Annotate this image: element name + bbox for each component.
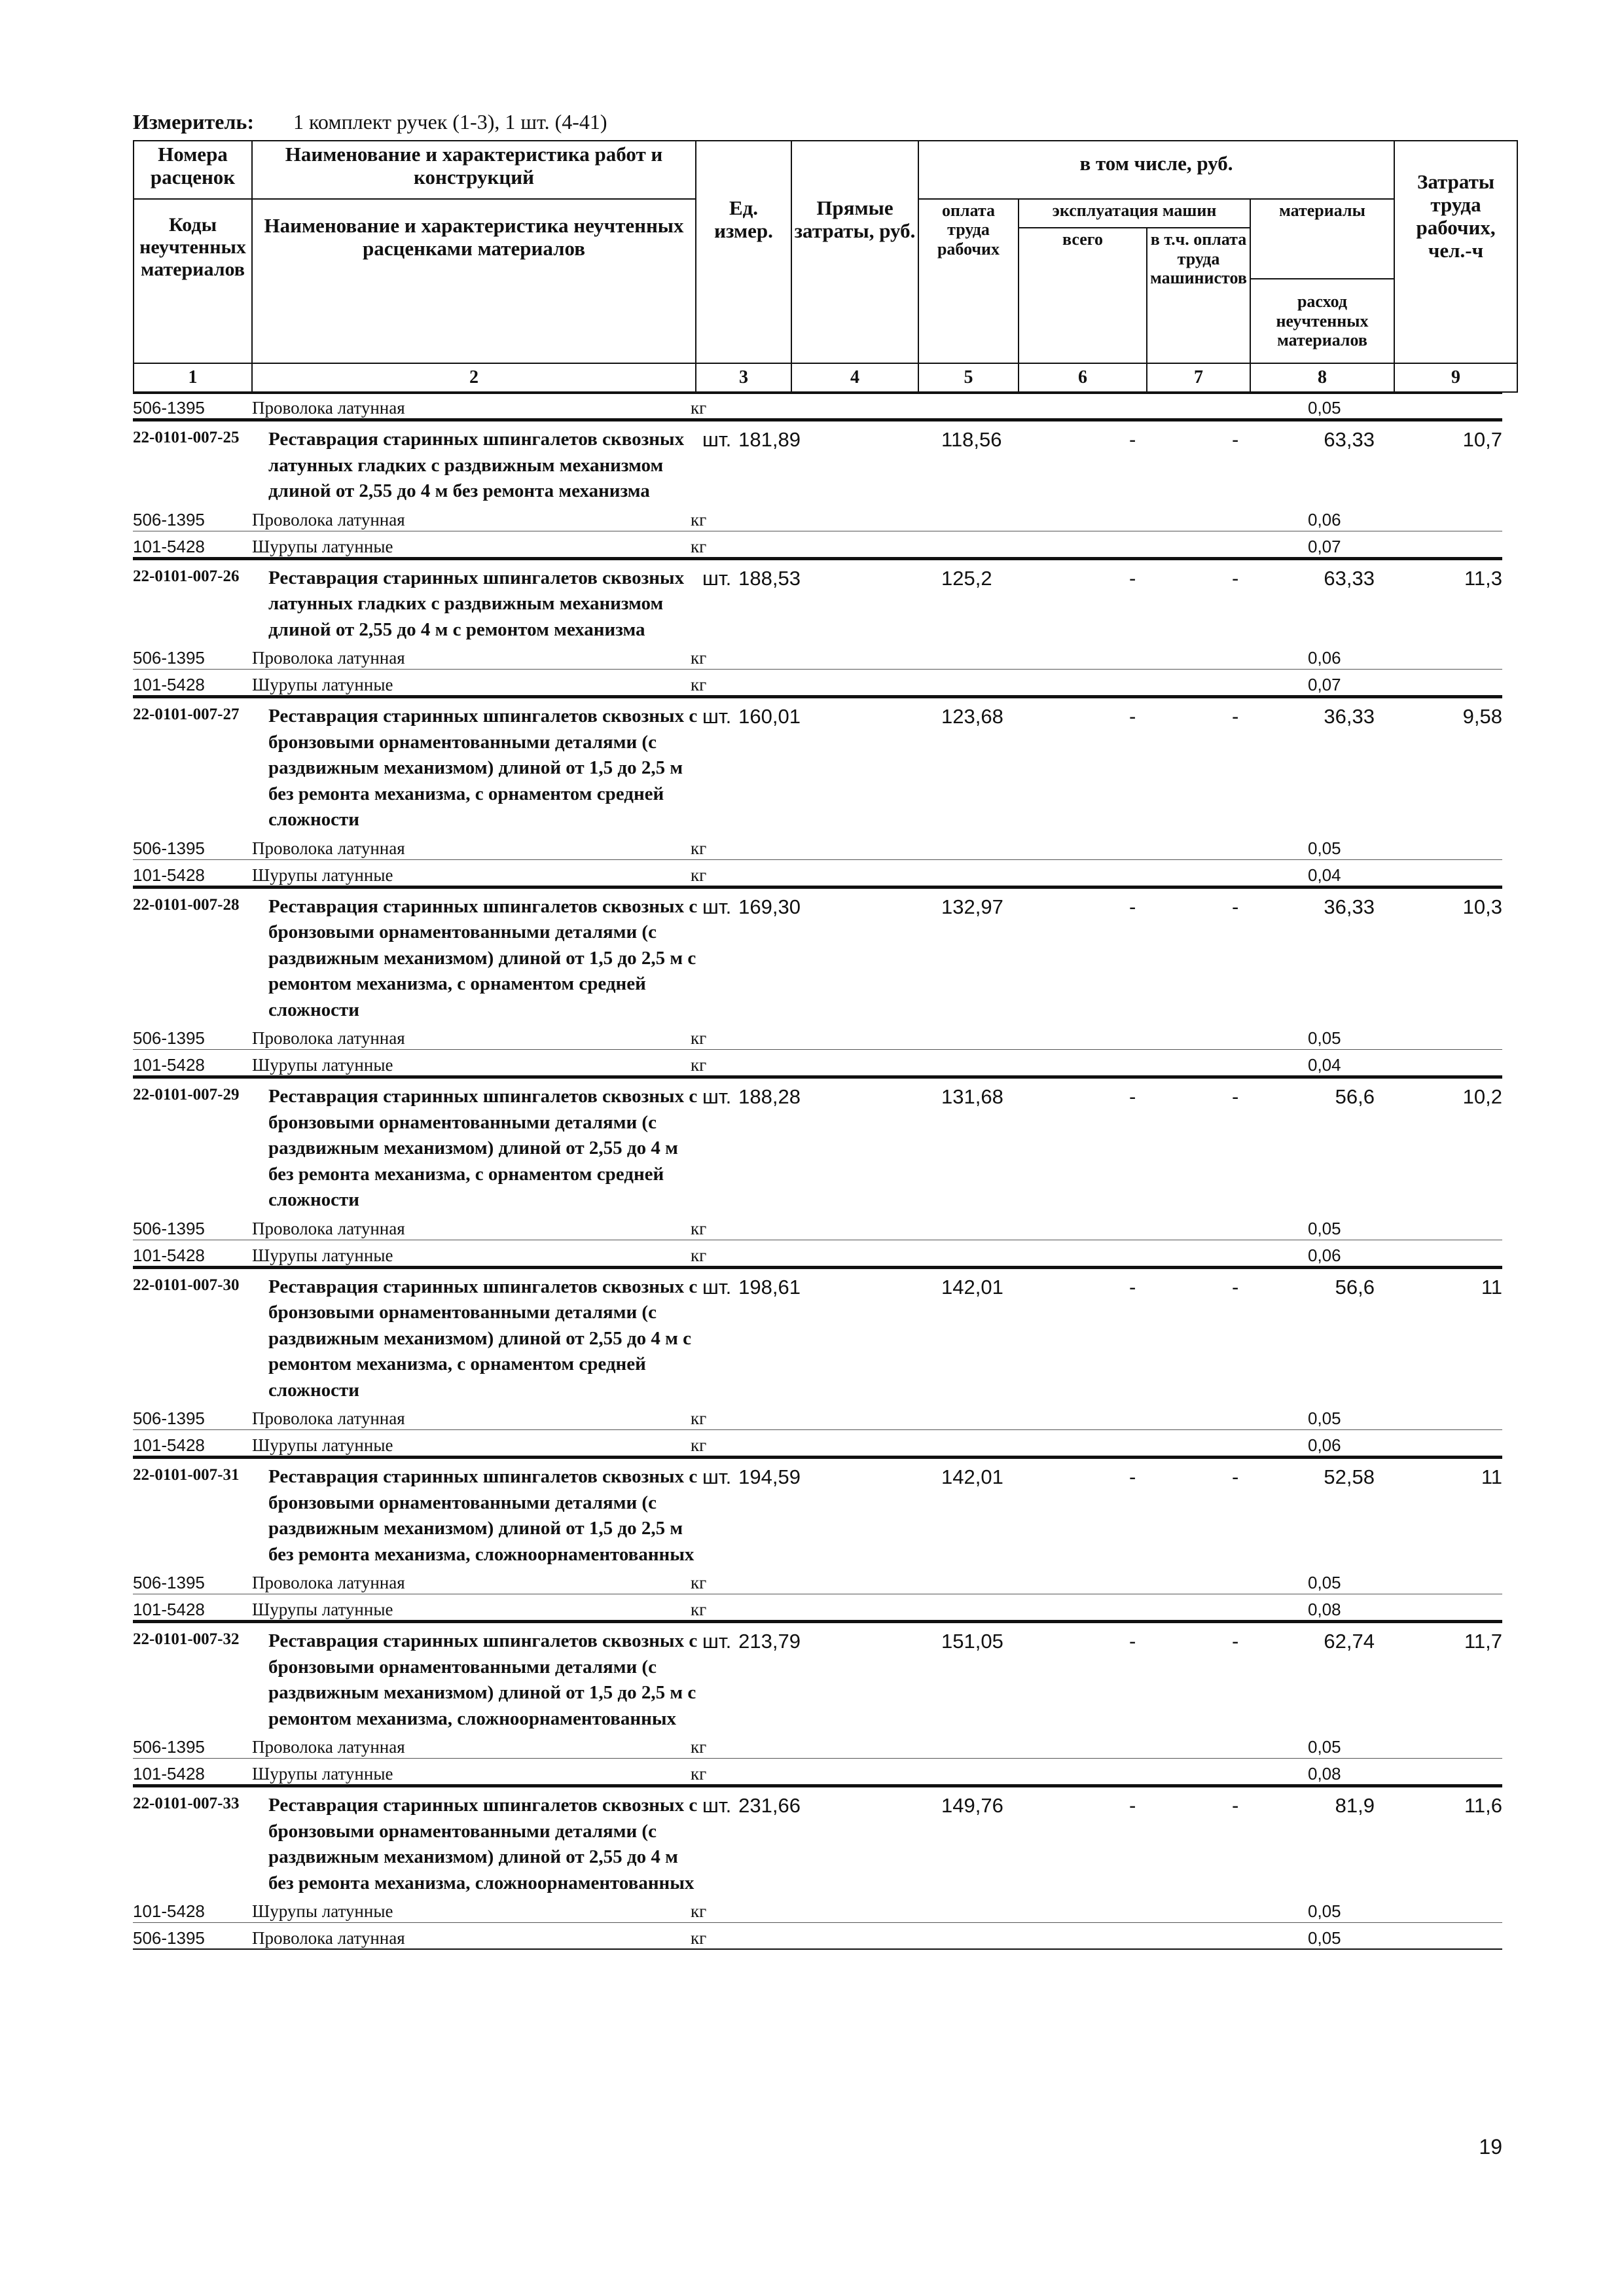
machine-total-value: - [1129,895,1136,918]
material-row [133,1050,1502,1077]
page-number: 19 [1479,2135,1502,2159]
materials-value: 52,58 [1324,1465,1375,1488]
material-row [133,670,1502,696]
col-number: 9 [1394,363,1517,392]
row-rule [133,1948,1502,1950]
material-row [133,860,1502,887]
material-unit: кг [691,1928,707,1948]
labor-pay-value: 149,76 [941,1794,1003,1817]
material-name: Проволока латунная [252,1928,405,1948]
labor-costs-value: 9,58 [1462,705,1502,728]
header-machine-total: всего [1019,228,1147,363]
work-description: Реставрация старинных шпингалетов сквозных латунных гладких с раздвижным механизмом длиной от 2,55 до 4 м с ремонтом механизма [268,567,685,640]
material-unit: кг [691,536,707,556]
material-code: 506-1395 [133,838,205,858]
material-unit: кг [691,1055,707,1075]
material-name: Проволока латунная [252,509,405,529]
labor-pay-value: 131,68 [941,1085,1003,1108]
material-name: Шурупы латунные [252,536,393,556]
labor-costs-value: 11 [1481,1275,1502,1299]
material-row [133,1213,1502,1240]
labor-pay-value: 118,56 [941,428,1002,451]
header-material-codes: Коды неучтенных материалов [134,199,252,363]
material-name: Шурупы латунные [252,1764,393,1784]
machine-total-value: - [1129,705,1136,728]
material-row [133,1923,1502,1950]
col-number: 3 [696,363,791,392]
rate-code: 22-0101-007-28 [133,895,240,914]
material-name: Шурупы латунные [252,1435,393,1455]
material-code: 506-1395 [133,509,205,529]
work-entry [133,1077,1502,1213]
material-row [133,505,1502,531]
direct-costs-value: 169,30 [738,895,801,918]
machine-total-value: - [1129,1465,1136,1488]
material-qty: 0,05 [1308,1737,1341,1757]
machine-labor-value: - [1232,705,1239,728]
material-unit: кг [691,1245,707,1265]
rate-code: 22-0101-007-31 [133,1466,240,1484]
material-qty: 0,06 [1308,648,1341,668]
material-row [133,1568,1502,1594]
header-unit: Ед. измер. [696,141,791,363]
material-name: Проволока латунная [252,1218,405,1238]
work-description: Реставрация старинных шпингалетов сквозных с бронзовыми орнаментованными деталями (с раздвижным механизмом) длиной от 1,5 до 2,5 м без ремонта механизма, с орнаментом средней сложности [268,706,698,830]
material-unit: кг [691,1764,707,1784]
machine-labor-value: - [1232,566,1239,590]
work-entry [133,1457,1502,1568]
material-qty: 0,05 [1308,1573,1341,1592]
direct-costs-value: 188,53 [738,566,801,590]
material-row [133,1403,1502,1430]
machine-total-value: - [1129,1794,1136,1817]
material-name: Проволока латунная [252,398,405,418]
materials-value: 56,6 [1335,1275,1375,1299]
labor-pay-value: 142,01 [941,1465,1003,1488]
unit-value: шт. [702,428,732,451]
material-row [133,531,1502,558]
header-machine-labor: в т.ч. оплата труда машинистов [1147,228,1250,363]
meter-label: Измеритель: [133,110,254,134]
work-description: Реставрация старинных шпингалетов сквозных с бронзовыми орнаментованными деталями (с раздвижным механизмом) длиной от 2,55 до 4 м без ремонта механизма, сложноорнаментованных [268,1795,698,1893]
materials-value: 36,33 [1324,705,1375,728]
machine-labor-value: - [1232,1085,1239,1108]
machine-labor-value: - [1232,428,1239,451]
material-code: 101-5428 [133,1901,205,1921]
materials-value: 56,6 [1335,1085,1375,1108]
direct-costs-value: 181,89 [738,428,801,451]
work-description: Реставрация старинных шпингалетов сквозных с бронзовыми орнаментованными деталями (с раздвижным механизмом) длиной от 1,5 до 2,5 м с ремонтом механизма, сложноорнаментованных [268,1630,698,1729]
material-name: Проволока латунная [252,1573,405,1592]
header-labor-costs: Затраты труда рабочих, чел.-ч [1394,141,1517,363]
material-name: Шурупы латунные [252,675,393,694]
material-row [133,1240,1502,1267]
header-unaccounted-usage: расход неучтенных материалов [1250,279,1394,363]
material-qty: 0,05 [1308,838,1341,858]
col-number: 2 [252,363,696,392]
material-unit: кг [691,509,707,529]
machine-labor-value: - [1232,1275,1239,1299]
col-number: 1 [134,363,252,392]
labor-pay-value: 142,01 [941,1275,1003,1299]
rate-code: 22-0101-007-27 [133,706,240,723]
machine-labor-value: - [1232,1465,1239,1488]
direct-costs-value: 231,66 [738,1794,801,1817]
material-unit: кг [691,1408,707,1428]
material-qty: 0,05 [1308,1901,1341,1921]
material-row [133,1896,1502,1923]
col-number: 6 [1019,363,1147,392]
material-unit: кг [691,1573,707,1592]
material-row [133,1430,1502,1457]
labor-costs-value: 11,3 [1464,566,1502,590]
work-entry [133,696,1502,833]
labor-costs-value: 11,7 [1464,1630,1502,1653]
materials-value: 63,33 [1324,428,1375,451]
material-row [133,1732,1502,1759]
work-description: Реставрация старинных шпингалетов сквозных с бронзовыми орнаментованными деталями (с раздвижным механизмом) длиной от 2,55 до 4 м с ремонтом механизма, с орнаментом средней сложности [268,1276,698,1401]
unit-value: шт. [702,1630,732,1653]
col-number: 8 [1250,363,1394,392]
labor-pay-value: 125,2 [941,566,992,590]
meter-value: 1 комплект ручек (1-3), 1 шт. (4-41) [293,110,607,134]
header-labor-pay: оплата труда рабочих [918,199,1019,363]
material-unit: кг [691,1218,707,1238]
material-qty: 0,05 [1308,398,1341,418]
header-materials-spacer [1250,228,1394,279]
material-unit: кг [691,838,707,858]
material-qty: 0,08 [1308,1764,1341,1784]
entries-list [133,420,1502,1950]
material-row [133,833,1502,860]
material-qty: 0,06 [1308,509,1341,529]
header-materials: материалы [1250,199,1394,228]
direct-costs-value: 213,79 [738,1630,801,1653]
unit-value: шт. [702,1275,732,1299]
material-row [133,1023,1502,1050]
machine-labor-value: - [1232,895,1239,918]
rate-code: 22-0101-007-30 [133,1276,240,1294]
table-body [133,393,1502,1950]
material-code: 506-1395 [133,1218,205,1238]
material-qty: 0,08 [1308,1600,1341,1619]
material-unit: кг [691,398,707,418]
material-code: 101-5428 [133,865,205,885]
machine-total-value: - [1129,1275,1136,1299]
material-name: Шурупы латунные [252,1600,393,1619]
header-material-names: Наименование и характеристика неучтенных расценками материалов [252,199,696,363]
material-qty: 0,05 [1308,1928,1341,1948]
material-code: 506-1395 [133,398,205,418]
material-qty: 0,04 [1308,865,1341,885]
labor-pay-value: 132,97 [941,895,1003,918]
material-qty: 0,04 [1308,1055,1341,1075]
material-code: 101-5428 [133,1435,205,1455]
materials-value: 36,33 [1324,895,1375,918]
machine-total-value: - [1129,1085,1136,1108]
material-row [133,643,1502,670]
labor-costs-value: 10,2 [1462,1085,1502,1108]
labor-pay-value: 123,68 [941,705,1003,728]
col-number: 7 [1147,363,1250,392]
material-code: 506-1395 [133,1408,205,1428]
unit-value: шт. [702,566,732,590]
material-name: Шурупы латунные [252,1901,393,1921]
material-unit: кг [691,1600,707,1619]
material-unit: кг [691,648,707,668]
material-name: Шурупы латунные [252,865,393,885]
material-qty: 0,05 [1308,1408,1341,1428]
rate-code: 22-0101-007-25 [133,429,240,446]
work-description: Реставрация старинных шпингалетов сквозных с бронзовыми орнаментованными деталями (с раздвижным механизмом) длиной от 1,5 до 2,5 м с ремонтом механизма, с орнаментом средней сложности [268,895,698,1020]
machine-labor-value: - [1232,1630,1239,1653]
header-direct-costs: Прямые затраты, руб. [791,141,918,363]
header-rate-number: Номера расценок [134,141,252,199]
direct-costs-value: 188,28 [738,1085,801,1108]
material-code: 506-1395 [133,1928,205,1948]
material-unit: кг [691,675,707,694]
material-code: 506-1395 [133,1028,205,1048]
material-qty: 0,05 [1308,1028,1341,1048]
material-code: 506-1395 [133,1573,205,1592]
machine-total-value: - [1129,1630,1136,1653]
work-entry [133,1267,1502,1404]
material-name: Проволока латунная [252,1028,405,1048]
unit-value: шт. [702,1794,732,1817]
material-qty: 0,05 [1308,1218,1341,1238]
rate-code: 22-0101-007-33 [133,1795,240,1812]
material-row [133,1759,1502,1785]
labor-costs-value: 10,3 [1462,895,1502,918]
direct-costs-value: 194,59 [738,1465,801,1488]
unit-value: шт. [702,1465,732,1488]
header-work-name: Наименование и характеристика работ и конструкций [252,141,696,199]
unit-value: шт. [702,895,732,918]
material-qty: 0,06 [1308,1245,1341,1265]
materials-value: 63,33 [1324,566,1375,590]
material-code: 101-5428 [133,1600,205,1619]
material-code: 101-5428 [133,1764,205,1784]
col-number: 5 [918,363,1019,392]
material-row [133,1594,1502,1621]
rate-code: 22-0101-007-29 [133,1086,240,1103]
work-description: Реставрация старинных шпингалетов сквозных с бронзовыми орнаментованными деталями (с раздвижным механизмом) длиной от 2,55 до 4 м без ремонта механизма, с орнаментом средней сложности [268,1086,698,1210]
unit-value: шт. [702,1085,732,1108]
work-entry [133,420,1502,505]
material-code: 101-5428 [133,1245,205,1265]
material-unit: кг [691,1901,707,1921]
work-entry [133,887,1502,1024]
work-description: Реставрация старинных шпингалетов сквозных с бронзовыми орнаментованными деталями (с раздвижным механизмом) длиной от 1,5 до 2,5 м без ремонта механизма, сложноорнаментованных [268,1466,698,1565]
direct-costs-value: 160,01 [738,705,801,728]
materials-value: 81,9 [1335,1794,1375,1817]
material-unit: кг [691,1028,707,1048]
machine-labor-value: - [1232,1794,1239,1817]
work-entry [133,558,1502,643]
header-including: в том числе, руб. [918,141,1394,199]
material-name: Проволока латунная [252,648,405,668]
material-qty: 0,07 [1308,536,1341,556]
labor-costs-value: 10,7 [1462,428,1502,451]
work-description: Реставрация старинных шпингалетов сквозных латунных гладких с раздвижным механизмом длиной от 2,55 до 4 м без ремонта механизма [268,429,685,501]
labor-costs-value: 11 [1481,1465,1502,1488]
table-header [133,140,1518,393]
material-name: Шурупы латунные [252,1245,393,1265]
header-machine-operation: эксплуатация машин [1019,199,1250,228]
col-number: 4 [791,363,918,392]
meter-line [133,110,607,134]
work-entry [133,1621,1502,1732]
material-qty: 0,06 [1308,1435,1341,1455]
material-unit: кг [691,865,707,885]
material-unit: кг [691,1435,707,1455]
rate-code: 22-0101-007-26 [133,567,240,585]
material-unit: кг [691,1737,707,1757]
material-code: 101-5428 [133,1055,205,1075]
labor-costs-value: 11,6 [1464,1794,1502,1817]
material-name: Проволока латунная [252,1737,405,1757]
material-name: Проволока латунная [252,838,405,858]
machine-total-value: - [1129,566,1136,590]
material-code: 101-5428 [133,536,205,556]
work-entry [133,1785,1502,1896]
material-code: 101-5428 [133,675,205,694]
materials-value: 62,74 [1324,1630,1375,1653]
material-row [133,393,1502,420]
unit-value: шт. [702,705,732,728]
direct-costs-value: 198,61 [738,1275,801,1299]
material-qty: 0,07 [1308,675,1341,694]
material-name: Проволока латунная [252,1408,405,1428]
material-name: Шурупы латунные [252,1055,393,1075]
material-code: 506-1395 [133,1737,205,1757]
rate-code: 22-0101-007-32 [133,1630,240,1648]
machine-total-value: - [1129,428,1136,451]
material-code: 506-1395 [133,648,205,668]
labor-pay-value: 151,05 [941,1630,1003,1653]
